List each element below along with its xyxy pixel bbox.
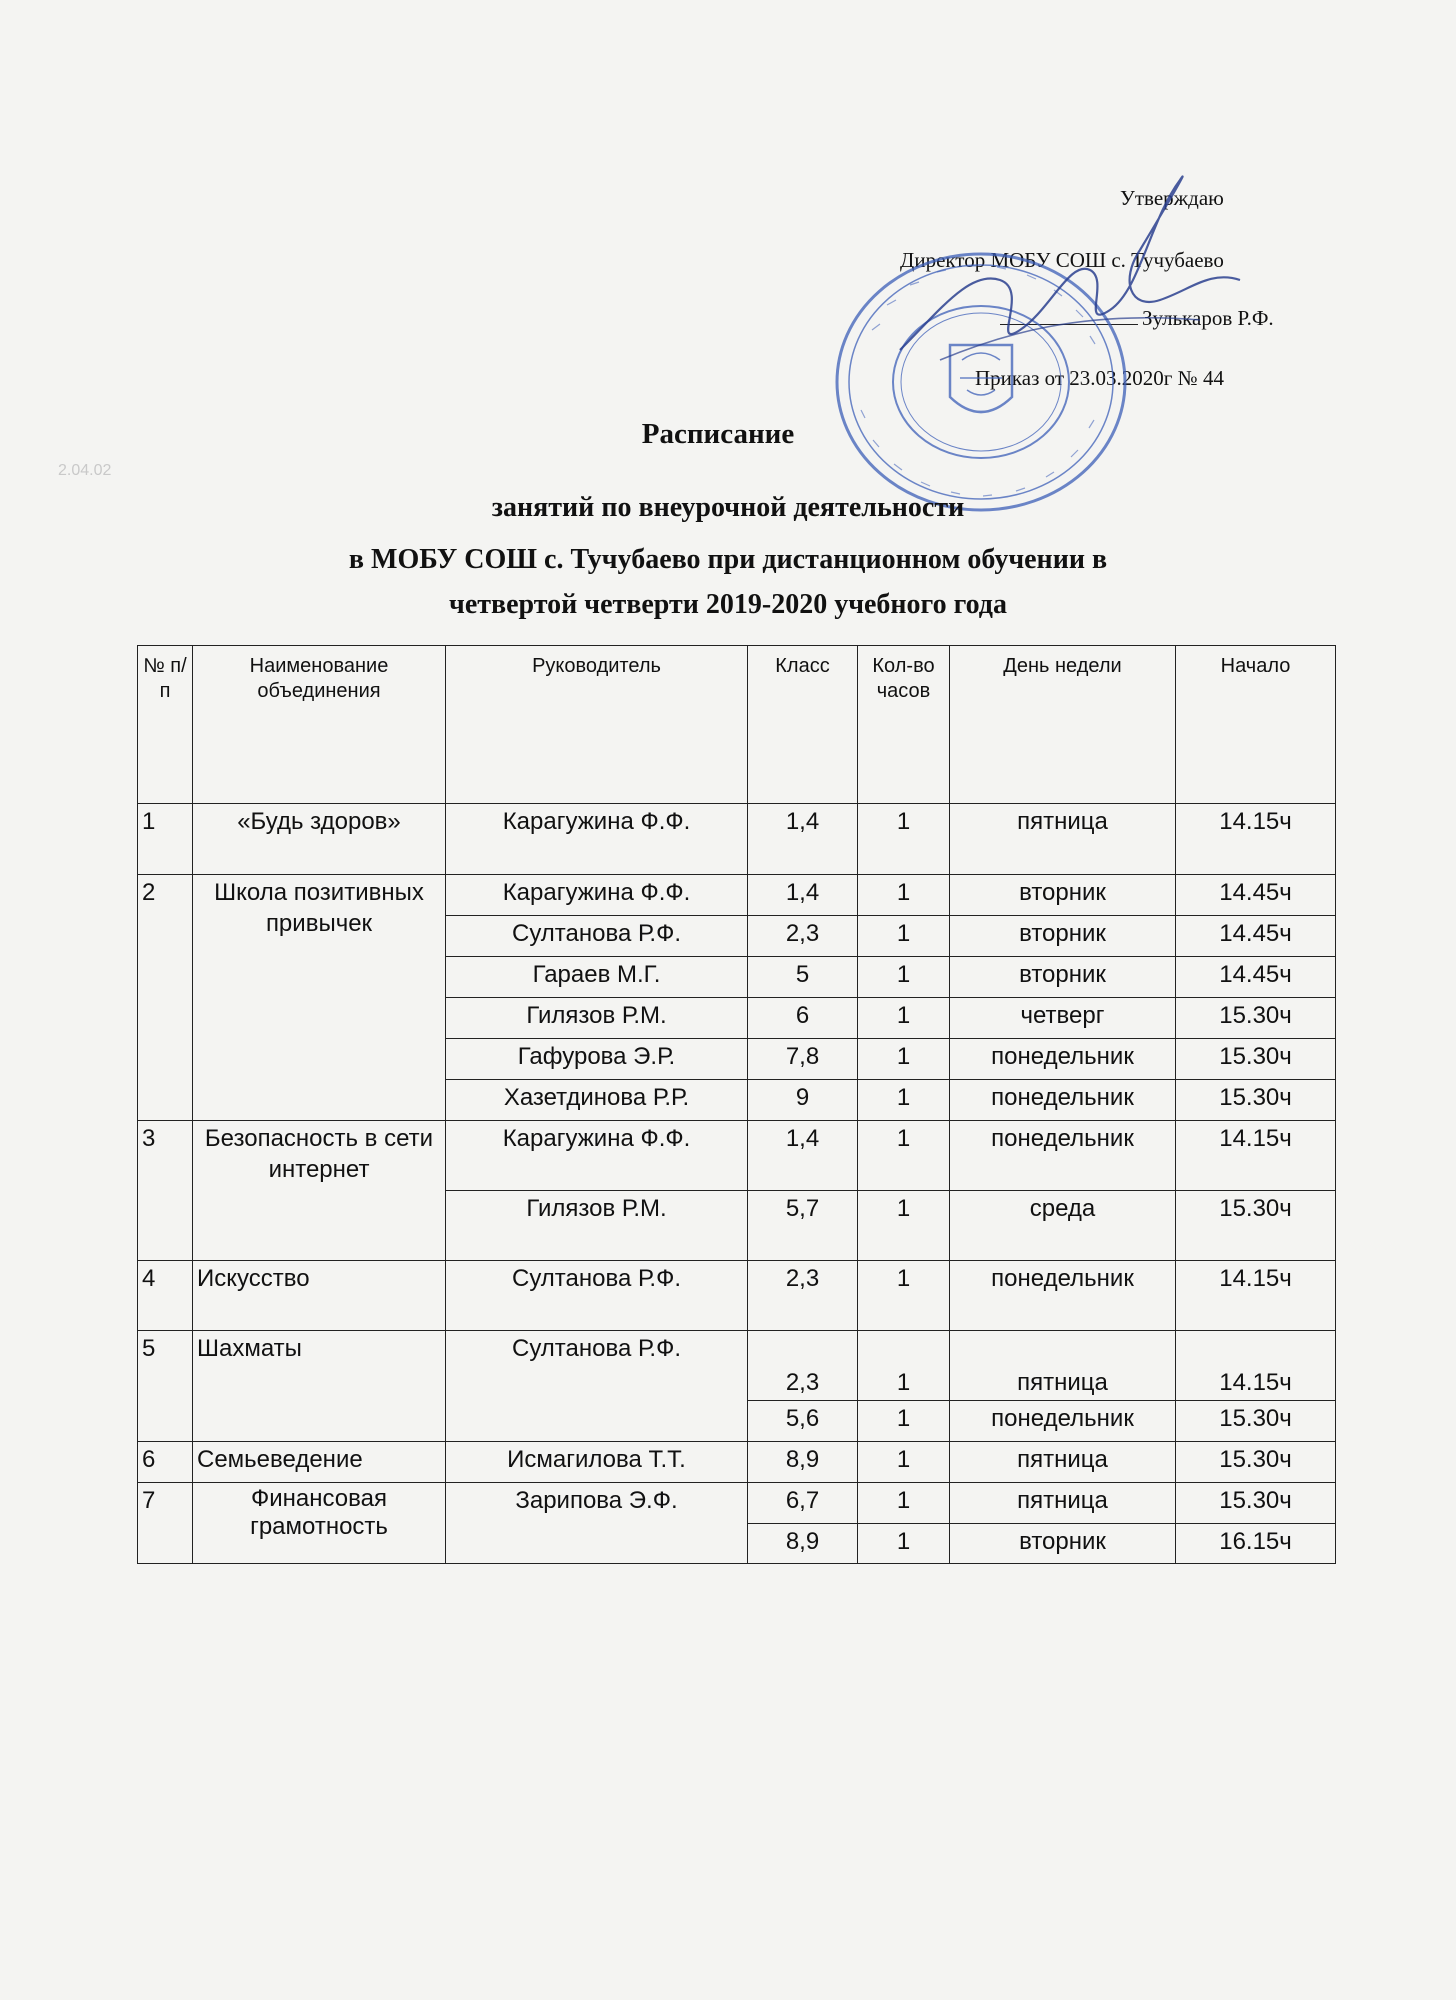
document-subtitle-line2: в МОБУ СОШ с. Тучубаево при дистанционном обучении в xyxy=(348,544,1108,575)
row-class: 6 xyxy=(748,998,858,1039)
row-start: 14.15ч xyxy=(1176,1261,1336,1331)
row-hours: 1 xyxy=(858,1483,950,1524)
row-num: 6 xyxy=(138,1442,193,1483)
approval-order: Приказ от 23.03.2020г № 44 xyxy=(975,366,1224,390)
row-start: 15.30ч xyxy=(1176,998,1336,1039)
row-hours: 1 xyxy=(858,1080,950,1121)
row-class: 2,3 xyxy=(748,916,858,957)
row-day: среда xyxy=(950,1191,1176,1261)
row-start: 15.30ч xyxy=(1176,1442,1336,1483)
row-name: Финансовая грамотность xyxy=(193,1483,446,1564)
table-row xyxy=(138,1442,1336,1483)
row-class: 1,4 xyxy=(748,875,858,916)
row-name: Школа позитивных привычек xyxy=(193,875,446,1121)
row-day: вторник xyxy=(950,875,1176,916)
row-num: 2 xyxy=(138,875,193,1121)
row-num: 7 xyxy=(138,1483,193,1564)
row-name: Семьеведение xyxy=(193,1442,446,1483)
row-leader: Хазетдинова Р.Р. xyxy=(446,1080,748,1121)
row-class: 5,7 xyxy=(748,1191,858,1261)
row-class: 5 xyxy=(748,957,858,998)
row-class: 6,7 xyxy=(748,1483,858,1524)
row-leader: Султанова Р.Ф. xyxy=(446,916,748,957)
row-day: понедельник xyxy=(950,1261,1176,1331)
table-header-row xyxy=(138,646,1336,804)
row-leader: Султанова Р.Ф. xyxy=(446,1261,748,1331)
row-start: 15.30ч xyxy=(1176,1191,1336,1261)
table-row xyxy=(138,1331,1336,1401)
table-row xyxy=(138,875,1336,916)
row-hours: 1 xyxy=(858,957,950,998)
row-day: понедельник xyxy=(950,1401,1176,1442)
row-hours: 1 xyxy=(858,1121,950,1191)
row-start: 15.30ч xyxy=(1176,1039,1336,1080)
row-num: 5 xyxy=(138,1331,193,1442)
row-leader: Гилязов Р.М. xyxy=(446,1191,748,1261)
row-class: 7,8 xyxy=(748,1039,858,1080)
row-start: 14.15ч xyxy=(1176,1121,1336,1191)
row-hours: 1 xyxy=(858,1261,950,1331)
row-day: пятница xyxy=(950,1483,1176,1524)
table-row xyxy=(138,1121,1336,1191)
header-start: Начало xyxy=(1176,646,1336,804)
approval-title: Утверждаю xyxy=(1120,186,1224,210)
row-leader: Карагужина Ф.Ф. xyxy=(446,804,748,875)
row-hours: 1 xyxy=(858,875,950,916)
row-hours: 1 xyxy=(858,1191,950,1261)
row-hours: 1 xyxy=(858,1039,950,1080)
row-day: четверг xyxy=(950,998,1176,1039)
header-day: День недели xyxy=(950,646,1176,804)
row-class: 2,3 xyxy=(748,1331,858,1401)
row-start: 14.45ч xyxy=(1176,916,1336,957)
row-hours: 1 xyxy=(858,1442,950,1483)
row-leader: Зарипова Э.Ф. xyxy=(446,1483,748,1564)
row-hours: 1 xyxy=(858,998,950,1039)
row-name: Искусство xyxy=(193,1261,446,1331)
row-day: понедельник xyxy=(950,1080,1176,1121)
row-start: 14.15ч xyxy=(1176,1331,1336,1401)
row-hours: 1 xyxy=(858,804,950,875)
row-leader: Гараев М.Г. xyxy=(446,957,748,998)
row-leader: Карагужина Ф.Ф. xyxy=(446,875,748,916)
row-leader: Султанова Р.Ф. xyxy=(446,1331,748,1442)
schedule-table xyxy=(137,645,1336,1564)
header-num: № п/п xyxy=(138,646,193,804)
row-start: 16.15ч xyxy=(1176,1524,1336,1564)
row-name: «Будь здоров» xyxy=(193,804,446,875)
row-start: 15.30ч xyxy=(1176,1401,1336,1442)
document-title: Расписание xyxy=(641,418,795,450)
row-class: 8,9 xyxy=(748,1442,858,1483)
row-hours: 1 xyxy=(858,1401,950,1442)
row-leader: Карагужина Ф.Ф. xyxy=(446,1121,748,1191)
table-row xyxy=(138,1483,1336,1524)
row-day: пятница xyxy=(950,1442,1176,1483)
row-day: понедельник xyxy=(950,1039,1176,1080)
document-subtitle-line3: четвертой четверти 2019-2020 учебного года xyxy=(449,589,1007,620)
row-num: 4 xyxy=(138,1261,193,1331)
header-leader: Руководитель xyxy=(446,646,748,804)
row-leader: Гилязов Р.М. xyxy=(446,998,748,1039)
director-signature xyxy=(880,160,1260,390)
row-day: вторник xyxy=(950,1524,1176,1564)
faint-date-mark: 2.04.02 xyxy=(58,462,112,479)
table-row xyxy=(138,1261,1336,1331)
row-class: 5,6 xyxy=(748,1401,858,1442)
row-num: 1 xyxy=(138,804,193,875)
approval-director: Директор МОБУ СОШ с. Тучубаево xyxy=(900,248,1224,272)
row-start: 14.45ч xyxy=(1176,875,1336,916)
row-leader: Исмагилова Т.Т. xyxy=(446,1442,748,1483)
row-start: 14.15ч xyxy=(1176,804,1336,875)
row-start: 15.30ч xyxy=(1176,1483,1336,1524)
row-day: понедельник xyxy=(950,1121,1176,1191)
row-day: вторник xyxy=(950,957,1176,998)
row-day: пятница xyxy=(950,804,1176,875)
row-name: Шахматы xyxy=(193,1331,446,1442)
row-start: 15.30ч xyxy=(1176,1080,1336,1121)
header-class: Класс xyxy=(748,646,858,804)
row-class: 9 xyxy=(748,1080,858,1121)
row-hours: 1 xyxy=(858,1524,950,1564)
row-hours: 1 xyxy=(858,1331,950,1401)
row-class: 8,9 xyxy=(748,1524,858,1564)
row-name: Безопасность в сети интернет xyxy=(193,1121,446,1261)
header-hours: Кол-во часов xyxy=(858,646,950,804)
row-class: 1,4 xyxy=(748,804,858,875)
table-row xyxy=(138,804,1336,875)
row-start: 14.45ч xyxy=(1176,957,1336,998)
row-class: 2,3 xyxy=(748,1261,858,1331)
document-subtitle-line1: занятий по внеурочной деятельности xyxy=(491,492,965,523)
row-num: 3 xyxy=(138,1121,193,1261)
approval-signer-name: Зулькаров Р.Ф. xyxy=(1142,306,1274,330)
row-day: вторник xyxy=(950,916,1176,957)
row-leader: Гафурова Э.Р. xyxy=(446,1039,748,1080)
row-class: 1,4 xyxy=(748,1121,858,1191)
row-hours: 1 xyxy=(858,916,950,957)
row-day: пятница xyxy=(950,1331,1176,1401)
header-name: Наименование объединения xyxy=(193,646,446,804)
